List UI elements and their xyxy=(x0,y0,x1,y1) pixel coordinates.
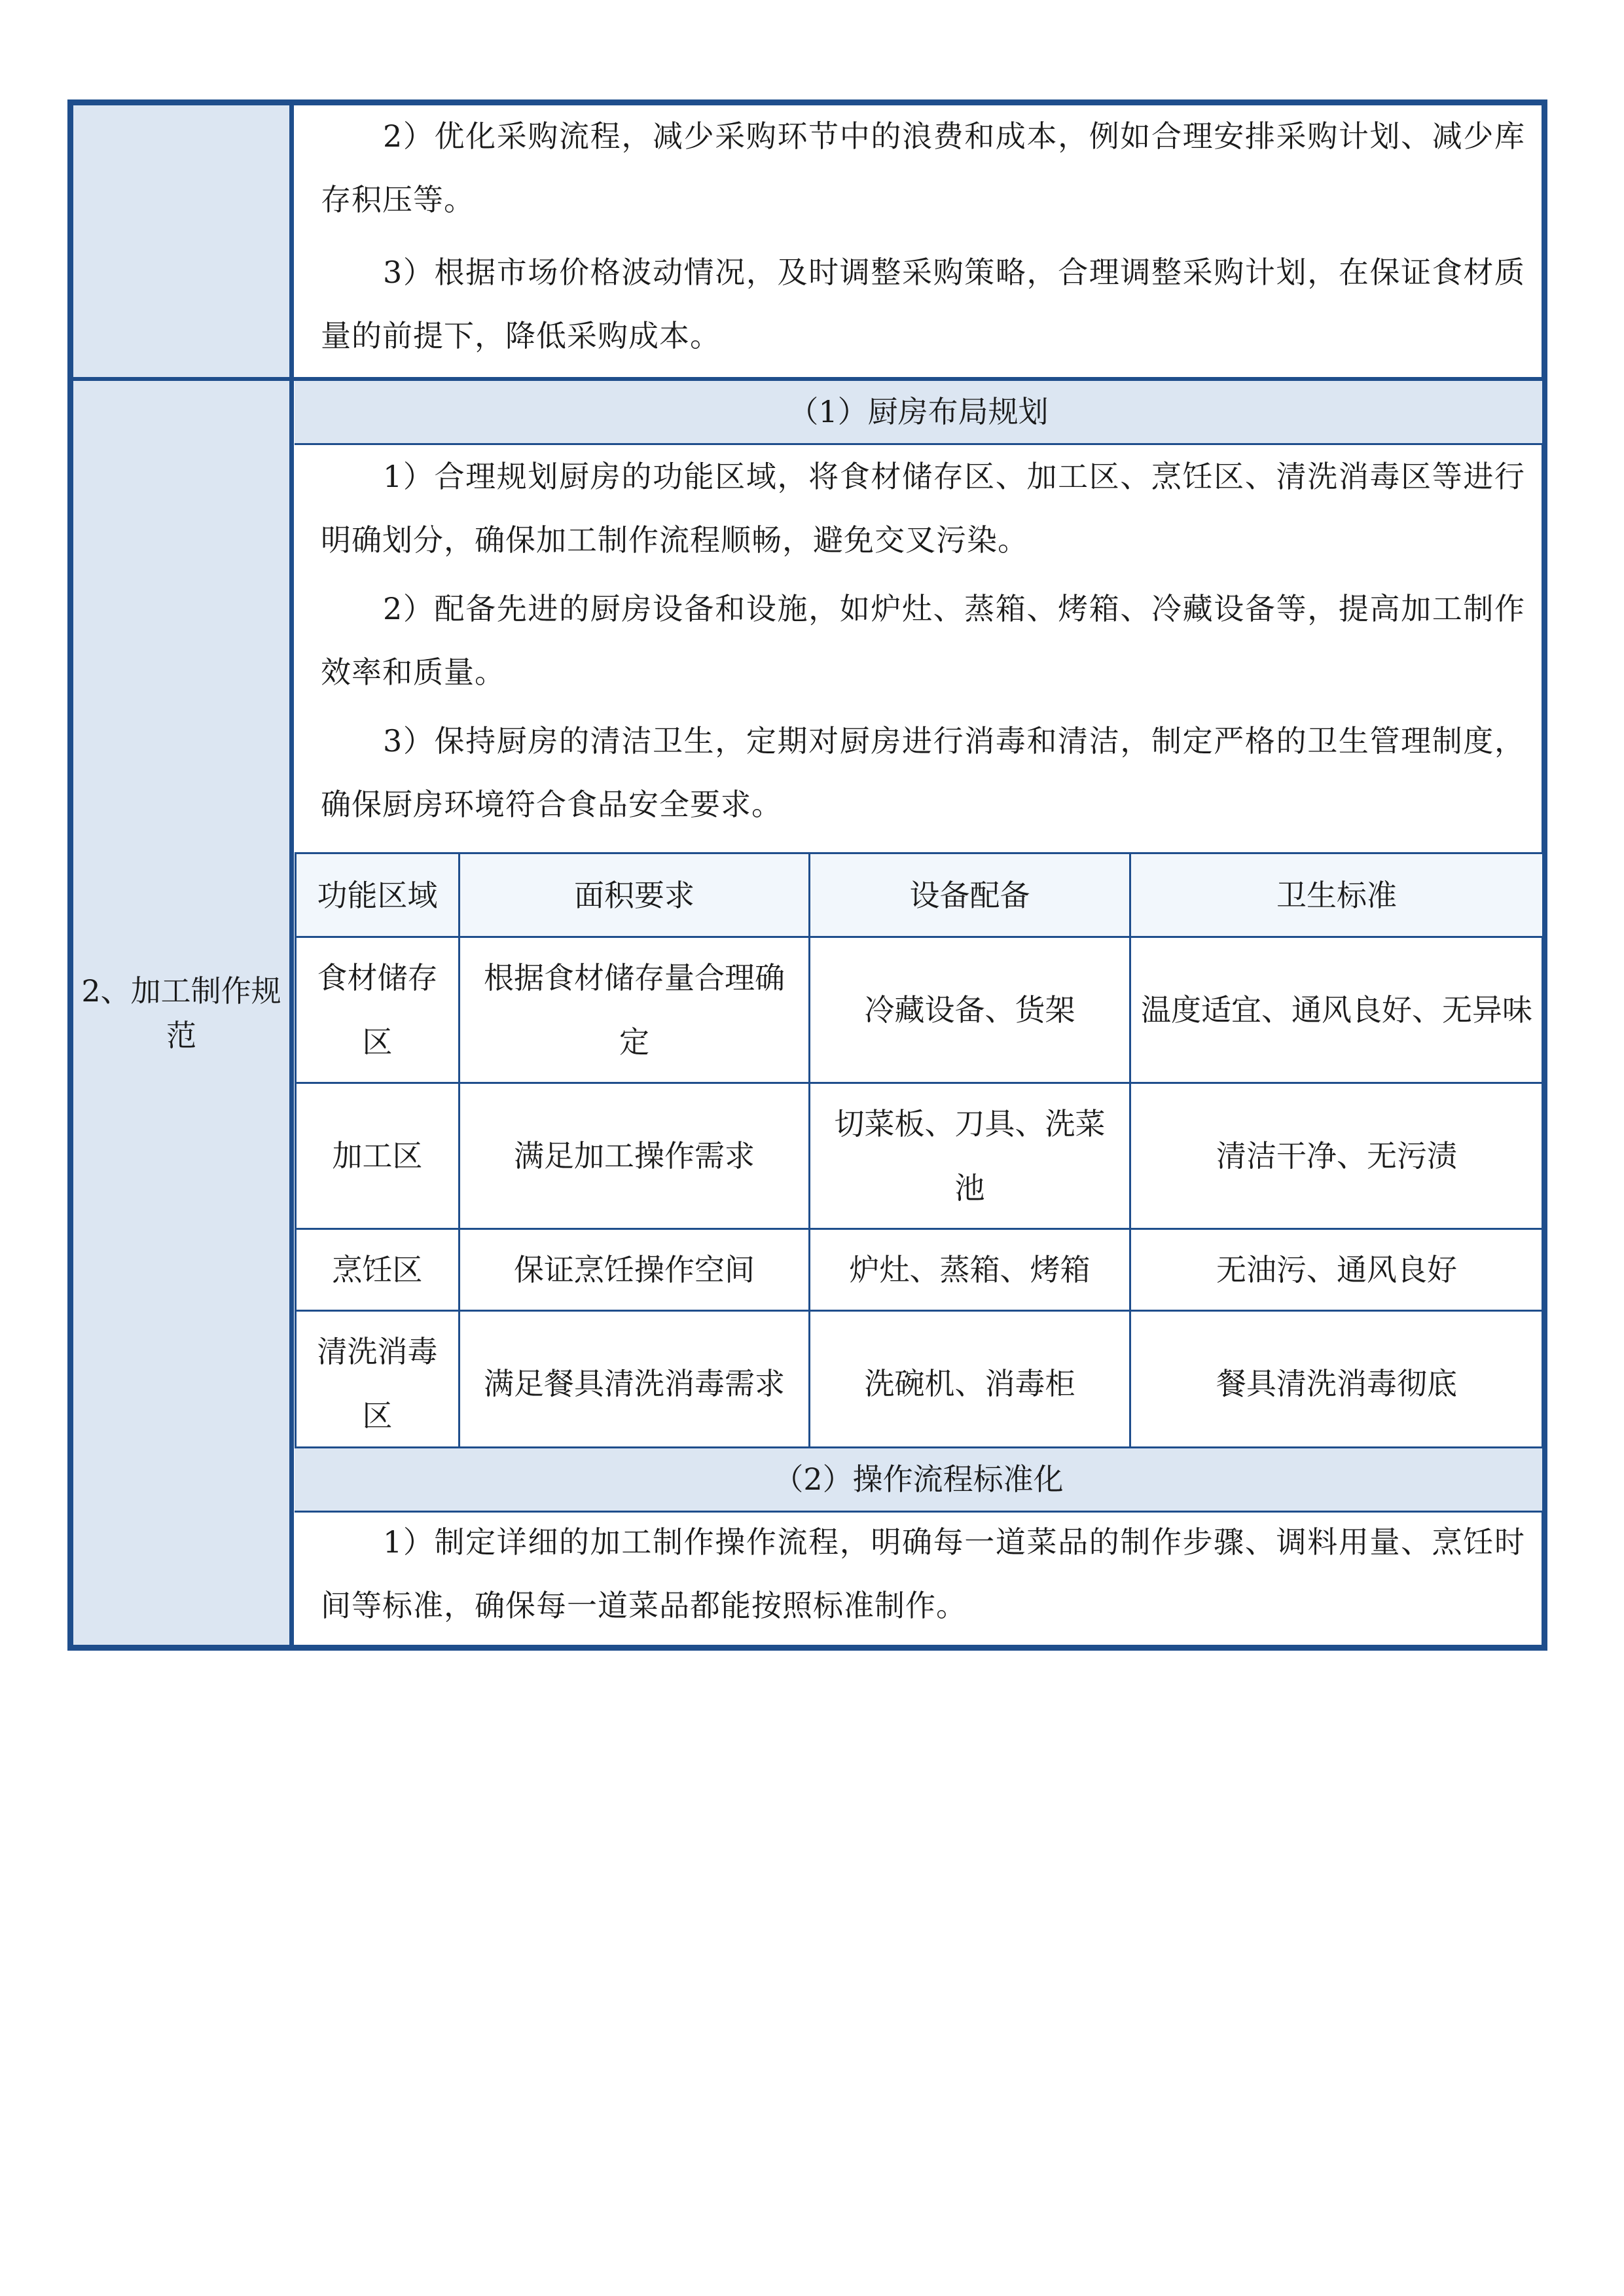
table-cell: 烹饪区 xyxy=(296,1229,460,1311)
table-cell: 清洁干净、无污渍 xyxy=(1130,1083,1543,1229)
table-header: 功能区域 xyxy=(296,853,460,937)
section1-paragraph-1: 2）优化采购流程，减少采购环节中的浪费和成本，例如合理安排采购计划、减少库存积压等。 xyxy=(321,118,1525,217)
table-cell: 炉灶、蒸箱、烤箱 xyxy=(810,1229,1130,1311)
table-cell: 餐具清洗消毒彻底 xyxy=(1130,1311,1543,1457)
table-cell: 切菜板、刀具、洗菜池 xyxy=(810,1083,1130,1229)
table-row xyxy=(296,1083,1543,1229)
table-row xyxy=(296,1229,1543,1311)
kitchen-layout-heading: （1）厨房布局规划 xyxy=(295,381,1542,445)
layout-paragraph-1: 1）合理规划厨房的功能区域，将食材储存区、加工区、烹饪区、清洗消毒区等进行明确划分，确保加工制作流程顺畅，避免交叉污染。 xyxy=(321,459,1525,558)
layout-paragraph-3: 3）保持厨房的清洁卫生，定期对厨房进行消毒和清洁，制定严格的卫生管理制度，确保厨房环境符合食品安全要求。 xyxy=(321,723,1525,822)
table-row xyxy=(296,937,1543,1083)
table-cell: 洗碗机、消毒柜 xyxy=(810,1311,1130,1457)
table-header: 面积要求 xyxy=(460,853,810,937)
function-area-table xyxy=(295,852,1544,1458)
table-cell: 满足加工操作需求 xyxy=(460,1083,810,1229)
left-column-shade xyxy=(73,105,289,1645)
table-header-row xyxy=(296,853,1543,937)
table-cell: 保证烹饪操作空间 xyxy=(460,1229,810,1311)
table-cell: 满足餐具清洗消毒需求 xyxy=(460,1311,810,1457)
layout-paragraph-2: 2）配备先进的厨房设备和设施，如炉灶、蒸箱、烤箱、冷藏设备等，提高加工制作效率和质量。 xyxy=(321,591,1525,690)
section1-paragraph-2: 3）根据市场价格波动情况，及时调整采购策略，合理调整采购计划，在保证食材质量的前提下，降低采购成本。 xyxy=(321,255,1525,353)
table-row xyxy=(296,1311,1543,1457)
column-divider xyxy=(289,105,294,1645)
table-cell: 食材储存区 xyxy=(296,937,460,1083)
table-header: 卫生标准 xyxy=(1130,853,1543,937)
table-cell: 清洗消毒区 xyxy=(296,1311,460,1457)
table-cell: 冷藏设备、货架 xyxy=(810,937,1130,1083)
table-cell: 无油污、通风良好 xyxy=(1130,1229,1543,1311)
table-header: 设备配备 xyxy=(810,853,1130,937)
table-cell: 温度适宜、通风良好、无异味 xyxy=(1130,937,1543,1083)
table-cell: 加工区 xyxy=(296,1083,460,1229)
process-standard-heading: （2）操作流程标准化 xyxy=(295,1446,1542,1513)
category-label: 2、加工制作规范 xyxy=(81,973,281,1053)
table-cell: 根据食材储存量合理确定 xyxy=(460,937,810,1083)
process-paragraph-1: 1）制定详细的加工制作操作流程，明确每一道菜品的制作步骤、调料用量、烹饪时间等标准，确保每一道菜品都能按照标准制作。 xyxy=(321,1524,1525,1623)
